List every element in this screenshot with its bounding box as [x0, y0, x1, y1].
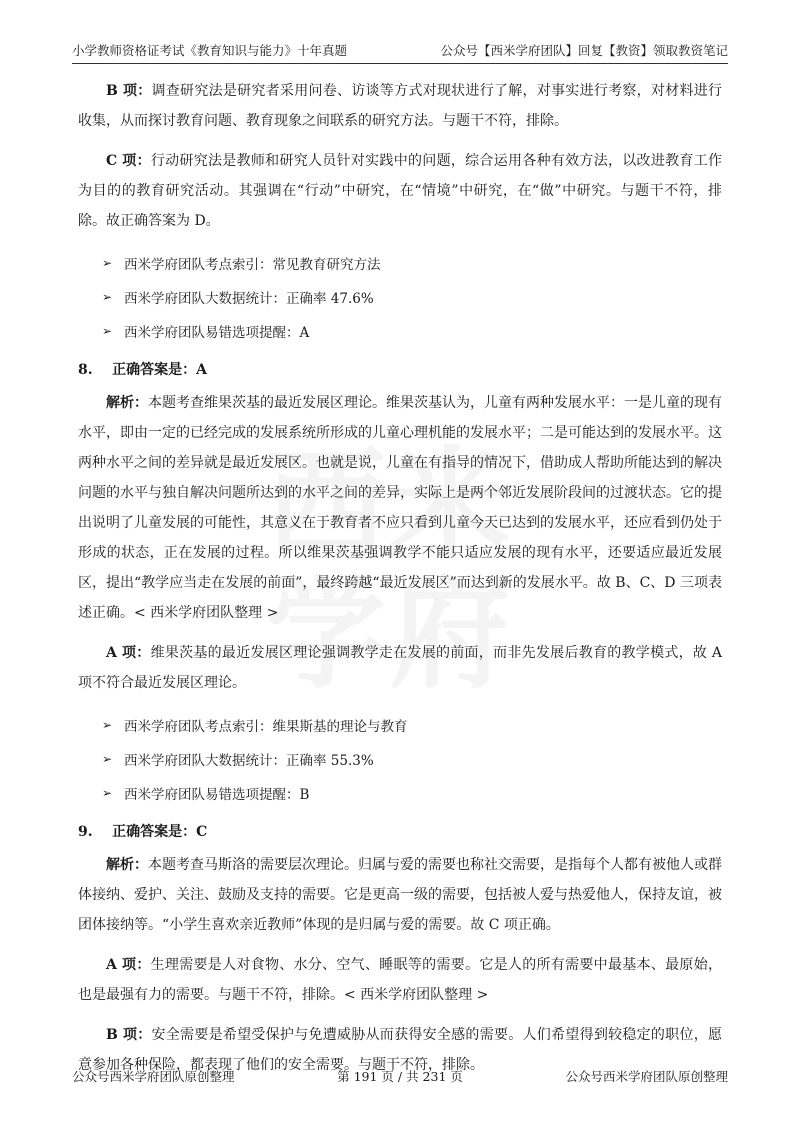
arrow-bullet-icon: ➢ [102, 752, 113, 766]
bullet-item: ➢ 西米学府团队大数据统计：正确率 47.6% [102, 290, 374, 307]
question-8-heading: 8. 正确答案是：A [78, 362, 207, 378]
paragraph-q8-analysis: 解析：本题考查维果茨基的最近发展区理论。维果茨基认为，儿童有两种发展水平：一是儿童的现有水平，即由一定的已经完成的发展系统所形成的儿童心理机能的发展水平；二是可能达到的发展水平。这两种水平之间的差异就是最近发展区。也就是说，儿童在有指导的情况下，借助成人帮助所能达到的解决问题的水平与独自解决问题所达到的水平之间的差异，实际上是两个邻近发展阶段间的过渡状态。它的提出说明了儿童发展的可能性，其意义在于教育者不应只看到儿童今天已达到的发展水平，还应看到仍处于形成的状态，正在发展的过程。所以维果茨基强调教学不能只适应发展的现有水平，还要适应最近发展区，提出“教学应当走在发展的前面”，最终跨越“最近发展区”而达到新的发展水平。故 B、C、D 三项表述正确。< 西米学府团队整理 > [78, 395, 722, 621]
page-number: 第 191 页 / 共 231 页 [337, 1069, 463, 1084]
paragraph-q9-b: B 项：安全需要是希望受保护与免遭威胁从而获得安全感的需要。人们希望得到较稳定的职位，愿意参加各种保险，都表现了他们的安全需要。与题干不符，排除。 [78, 1027, 722, 1073]
paragraph-q9-analysis: 解析：本题考查马斯洛的需要层次理论。归属与爱的需要也称社交需要，是指每个人都有被他人或群体接纳、爱护、关注、鼓励及支持的需要。它是更高一级的需要，包括被人爱与热爱他人，保持友谊，被团体接纳等。“小学生喜欢亲近教师”体现的是归属与爱的需要。故 C 项正确。 [78, 857, 722, 933]
option-text: 调查研究法是研究者采用问卷、访谈等方式对现状进行了解，对事实进行考察，对材料进行收集，从而探讨教育问题、教育现象之间联系的研究方法。与题干不符，排除。 [78, 83, 722, 129]
option-label: B 项： [106, 83, 152, 99]
paragraph-c1 [78, 146, 722, 236]
page-footer [72, 1066, 728, 1086]
bullet-item: ➢ 西米学府团队易错选项提醒：B [102, 786, 310, 803]
bullet-item: ➢ 西米学府团队考点索引：常见教育研究方法 [102, 256, 381, 273]
arrow-bullet-icon: ➢ [102, 256, 113, 270]
document-body [78, 76, 722, 1090]
paragraph-b1 [78, 76, 722, 136]
question-9-heading: 9. 正确答案是：C [78, 824, 208, 840]
header-right: 公众号【西米学府团队】回复【教资】领取教资笔记 [440, 43, 728, 58]
arrow-bullet-icon: ➢ [102, 718, 113, 732]
page-header [72, 36, 728, 64]
paragraph-q9-a: A 项：生理需要是人对食物、水分、空气、睡眠等的需要。它是人的所有需要中最基本、最原始，也是最强有力的需要。与题干不符，排除。< 西米学府团队整理 > [78, 957, 722, 1003]
arrow-bullet-icon: ➢ [102, 786, 113, 800]
bullet-item: ➢ 西米学府团队易错选项提醒：A [102, 324, 310, 341]
paragraph-q8-a: A 项：维果茨基的最近发展区理论强调教学走在发展的前面，而非先发展后教育的教学模式，故 A 项不符合最近发展区理论。 [78, 645, 722, 691]
arrow-bullet-icon: ➢ [102, 324, 113, 338]
footer-left: 公众号西米学府团队原创整理 [72, 1069, 235, 1084]
option-text: 行动研究法是教师和研究人员针对实践中的问题，综合运用各种有效方法，以改进教育工作为目的的教育研究活动。其强调在“行动”中研究，在“情境”中研究，在“做”中研究。与题干不符，排除。故正确答案为 D。 [78, 153, 722, 229]
bullet-item: ➢ 西米学府团队考点索引：维果斯基的理论与教育 [102, 718, 408, 735]
footer-right: 公众号西米学府团队原创整理 [565, 1069, 728, 1084]
arrow-bullet-icon: ➢ [102, 290, 113, 304]
bullet-item: ➢ 西米学府团队大数据统计：正确率 55.3% [102, 752, 374, 769]
header-left: 小学教师资格证考试《教育知识与能力》十年真题 [72, 43, 348, 58]
option-label: C 项： [106, 153, 151, 169]
